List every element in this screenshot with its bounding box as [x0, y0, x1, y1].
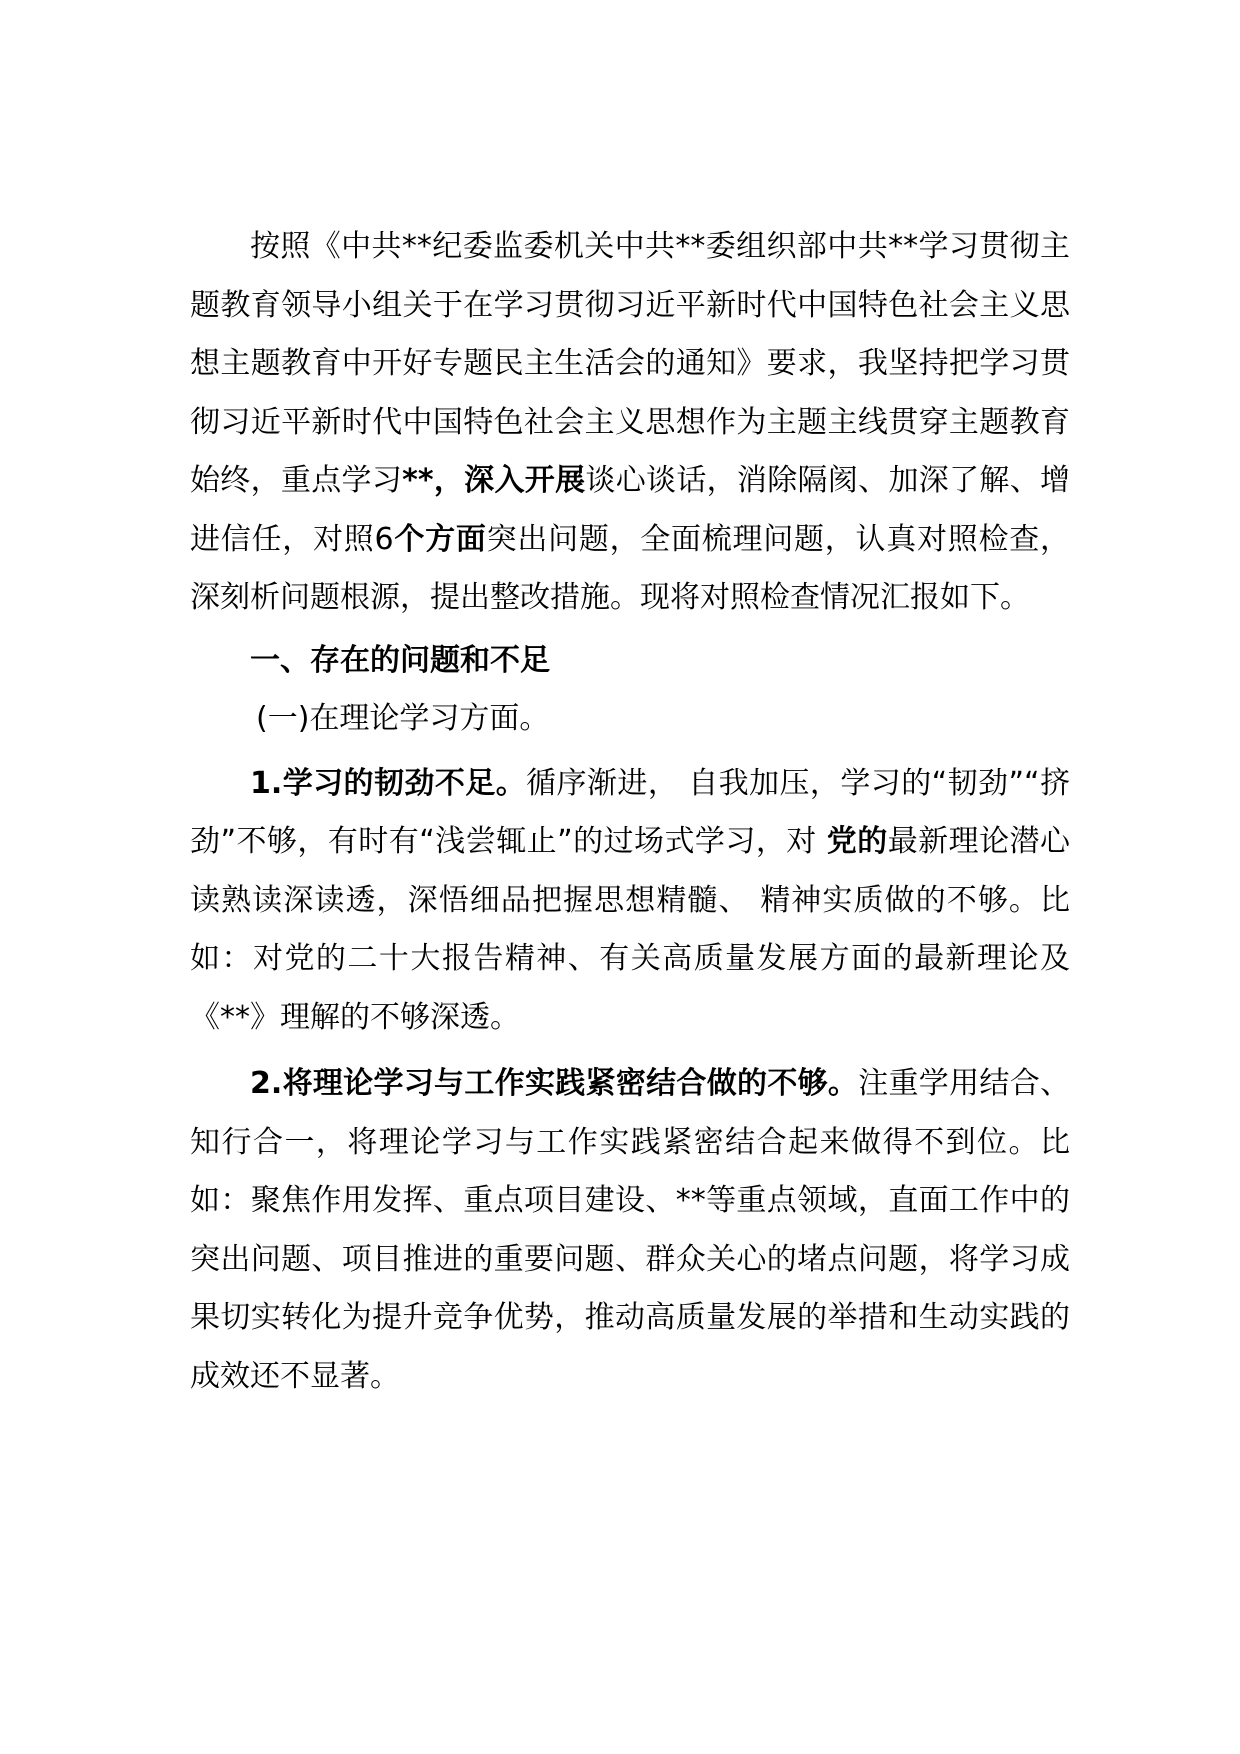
- intro-paragraph: [190, 218, 1070, 628]
- intro-text-b: 谈心谈话，消除隔阂、加深了解、增进信任，对照6: [190, 463, 1071, 557]
- item-1-lead: 1.学习的韧劲不足。: [250, 765, 527, 801]
- item-1-text-bold: 党的: [826, 824, 888, 859]
- item-1-text-b: 最新理论潜心读熟读深读透，深悟细品把握思想精髓、 精神实质做的不够。比如：对党的二十大报告精神、有关高质量发展方面的最新理论及《**》理解的不够深透。: [190, 824, 1070, 1035]
- item-2-text: 注重学用结合、知行合一，将理论学习与工作实践紧密结合起来做得不到位。比如：聚焦作用发挥、重点项目建设、**等重点领域，直面工作中的突出问题、项目推进的重要问题、群众关心的堵点问题，将学习成果切实转化为提升竞争优势，推动高质量发展的举措和生动实践的成效还不显著。: [190, 1066, 1070, 1394]
- item-1-paragraph: [190, 755, 1070, 1048]
- intro-text-a: 按照《中共**纪委监委机关中共**委组织部中共**学习贯彻主题教育领导小组关于在学习贯彻习近平新时代中国特色社会主义思想主题教育中开好专题民主生活会的通知》要求，我坚持把学习贯彻习近平新时代中国特色社会主义思想作为主题主线贯穿主题教育始终，重点学习: [190, 229, 1070, 498]
- intro-text-c: 突出问题，全面梳理问题，认真对照检查，深刻析问题根源，提出整改措施。现将对照检查情况汇报如下。: [190, 521, 1071, 615]
- document-page: [190, 218, 1070, 1406]
- item-1-text-a: 循序渐进， 自我加压，学习的“韧劲”“挤劲”不够，有时有“浅尝辄止”的过场式学习，对: [190, 765, 1070, 859]
- item-2-lead: 2.将理论学习与工作实践紧密结合做的不够。: [250, 1066, 859, 1101]
- subsection-heading: (一)在理论学习方面。: [256, 701, 550, 736]
- intro-text-bold-a: **，深入开展: [402, 463, 586, 498]
- intro-text-bold-b: 个方面: [393, 521, 487, 557]
- item-2-paragraph: [190, 1055, 1070, 1406]
- section-heading: 一、存在的问题和不足: [250, 642, 550, 678]
